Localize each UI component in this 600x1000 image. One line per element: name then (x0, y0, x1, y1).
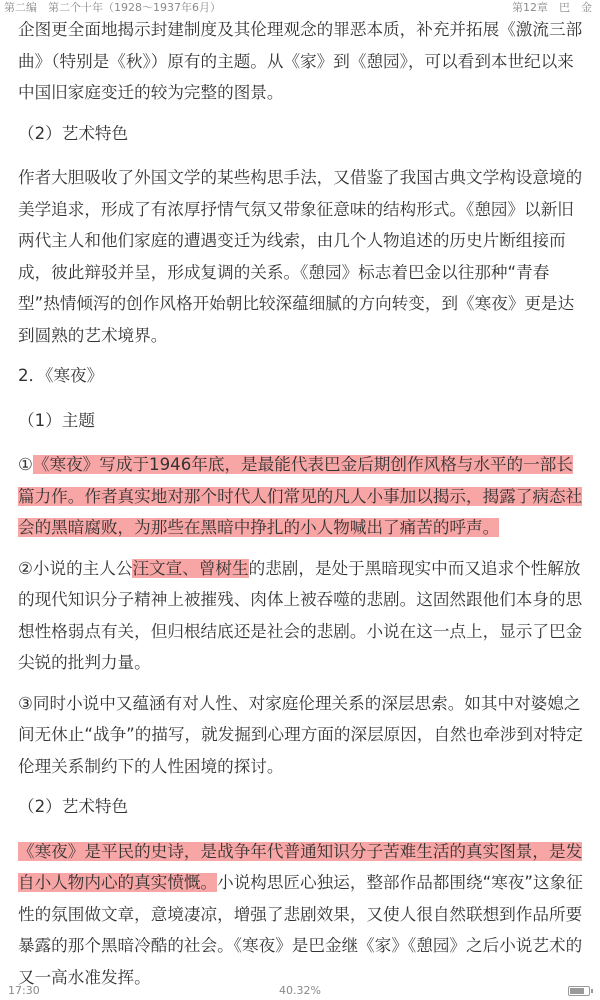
paragraph-text: 小说构思匠心独运，整部作品都围绕“寒夜”这象征性的氛围做文章，意境凄凉，增强了悲剧效果，又使人很自然联想到作品所要暴露的那个黑暗冷酷的社会。《寒夜》是巴金继《家》《憩园》之后小说艺术的又一高水准发挥。 (18, 873, 583, 987)
battery-level (570, 988, 584, 994)
paragraph: 作者大胆吸收了外国文学的某些构思手法，又借鉴了我国古典文学构设意境的美学追求，形成了有浓厚抒情气氛又带象征意味的结构形式。《憩园》以新旧两代主人和他们家庭的遭遇变迁为线索，由几个人物追述的历史片断组接而成，彼此辩驳并呈，形成复调的关系。《憩园》标志着巴金以往那种“青春型”热情倾泻的创作风格开始朝比较深蕴细腻的方向转变，到《寒夜》更是达到圆熟的艺术境界。 (18, 168, 583, 345)
paragraph: 企图更全面地揭示封建制度及其伦理观念的罪恶本质，补充并拓展《激流三部曲》（特别是《秋》）原有的主题。从《家》到《憩园》，可以看到本世纪以来中国旧家庭变迁的较为完整的图景。 (18, 20, 583, 102)
paragraph-number: ① (18, 455, 33, 474)
paragraph-text: ②小说的主人公 (18, 558, 133, 578)
clock: 17:30 (8, 984, 40, 997)
chapter-path: 第二编 第二个十年（1928～1937年6月） (4, 1, 221, 14)
reading-content[interactable] (18, 14, 586, 1000)
paragraph (18, 836, 586, 994)
section-heading: （2）艺术特色 (18, 123, 129, 143)
section-heading: （1）主题 (18, 410, 95, 430)
paragraph: ③同时小说中又蕴涵有对人性、对家庭伦理关系的深层思索。如其中对婆媳之间无休止“战争”的描写，就发掘到心理方面的深层原因，自然也牵涉到对特定伦理关系制约下的人性困境的探讨。 (18, 693, 583, 776)
highlighted-text[interactable]: 《寒夜》写成于1946年底，是最能代表巴金后期创作风格与水平的一部长篇力作。作者真实地对那个时代人们常见的凡人小事加以揭示，揭露了病态社会的黑暗腐败，为那些在黑暗中挣扎的小人物喊出了痛苦的呼声。 (18, 455, 583, 537)
reading-progress: 40.32% (279, 984, 321, 997)
chapter-title: 第12章 巴 金 (512, 1, 592, 14)
section-heading: （2）艺术特色 (18, 797, 129, 816)
paragraph (18, 449, 586, 544)
paragraph-text: 的悲剧，是处于黑暗现实中而又追求个性解放的现代知识分子精神上被摧残、肉体上被吞噬的悲剧。这固然跟他们本身的思想性格弱点有关，但归根结底还是社会的悲剧。小说在这一点上，显示了巴金尖锐的批判力量。 (18, 558, 583, 672)
section-heading: 2．《寒夜》 (18, 366, 104, 385)
battery-icon (568, 986, 590, 996)
highlighted-text[interactable]: 《寒夜》是平民的史诗，是战争年代普通知识分子苦难生活的真实图景，是发自小人物内心的真实愤慨。 (18, 841, 583, 892)
paragraph (18, 553, 586, 679)
reader-footer (0, 982, 600, 1000)
highlighted-text[interactable]: 汪文宣、曾树生 (132, 558, 249, 578)
